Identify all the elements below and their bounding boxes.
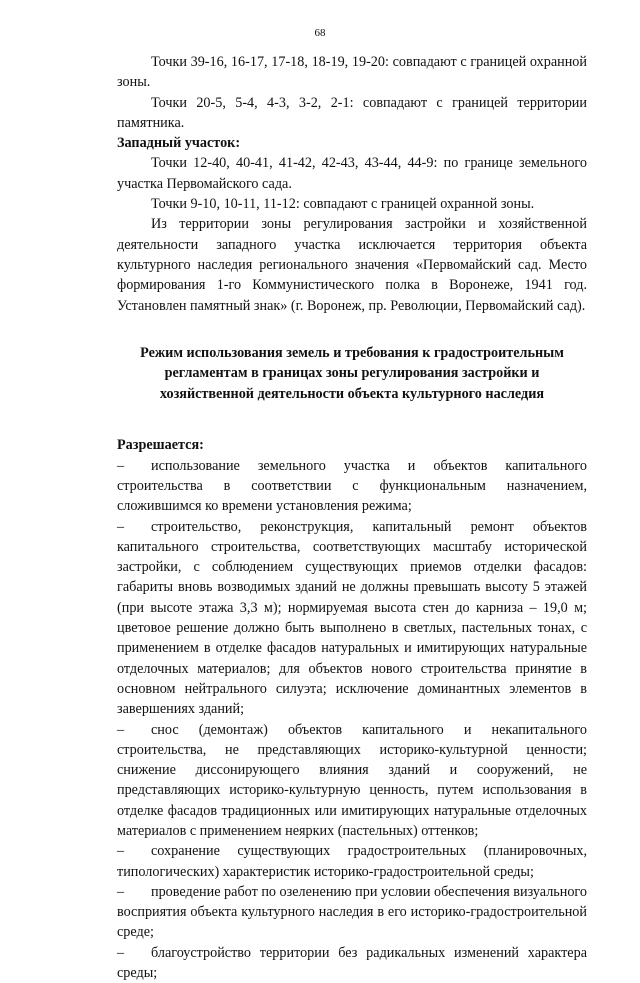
list-item-text: проведение работ по озеленению при условии обеспечения визуального восприятия объекта культурного наследия в его историко-градостроительной среде;: [117, 883, 587, 941]
paragraph-points-39-20: [117, 52, 587, 93]
list-item-text: использование земельного участка и объектов капитального строительства в соответствии с функциональным назначением, сложившимся ко времени установления режима;: [117, 457, 587, 515]
list-item: [117, 841, 587, 882]
list-item-text: сохранение существующих градостроительных (планировочных, типологических) характеристик историко-градостроительной среды;: [117, 843, 587, 880]
list-item: [117, 517, 587, 720]
paragraph-text: Точки 12-40, 40-41, 41-42, 42-43, 43-44, 44-9: по границе земельного участка Первомайского сада.: [117, 155, 587, 192]
section-title: Режим использования земель и требования к градостроительным регламентам в границах зоны регулирования застройки и хозяйственной деятельности объекта культурного наследия: [140, 344, 564, 402]
list-item: [117, 456, 587, 517]
paragraph-points-9-12: [117, 194, 587, 214]
list-item: [117, 720, 587, 842]
list-item: [117, 943, 587, 983]
dash-marker: –: [117, 944, 125, 961]
list-item-text: снос (демонтаж) объектов капитального и некапитального строительства, не представляющих историко-культурной ценности; снижение диссонирующего влияния зданий и сооружений, не представляющих историко-культурную ценность, путем использования в отделке фасадов традиционных или имитирующих натуральные отделочных материалов с применением неярких (пастельных) оттенков;: [117, 721, 587, 839]
list-item-text: строительство, реконструкция, капитальный ремонт объектов капитального строительства, соответствующих масштабу исторической застройки, с соблюдением существующих приемов отделки фасадов: габариты вновь возводимых зданий не должны превышать высоту 5 этажей (при высоте этажа 3,3 м); нормируемая высота стен до карниза – 19,0 м; цветовое решение должно быть выполнено в светлых, пастельных тонах, с применением в отделке фасадов натуральных и имитирующих натуральные отделочных материалов; для объектов нового строительства принятие в основном нейтрального силуэта; исключение доминантных элементов в завершениях зданий;: [117, 518, 587, 718]
dash-marker: –: [117, 843, 125, 860]
paragraph-points-20-1: [117, 93, 587, 134]
paragraph-text: Из территории зоны регулирования застройки и хозяйственной деятельности западного участка исключается территория объекта культурного наследия регионального значения «Первомайский сад. Место формирования 1-го Коммунистического полка в Воронеже, 1941 год. Установлен памятный знак» (г. Воронеж, пр. Революции, Первомайский сад).: [117, 216, 587, 314]
paragraph-text: Точки 20-5, 5-4, 4-3, 3-2, 2-1: совпадают с границей территории памятника.: [117, 94, 587, 131]
paragraph-points-12-9: [117, 153, 587, 194]
dash-marker: –: [117, 457, 125, 474]
western-section-heading: Западный участок:: [117, 135, 241, 152]
document-body: [117, 52, 587, 983]
paragraph-text: Точки 9-10, 10-11, 11-12: совпадают с границей охранной зоны.: [151, 196, 535, 213]
dash-marker: –: [117, 721, 125, 738]
dash-marker: –: [117, 518, 125, 535]
list-item-text: благоустройство территории без радикальных изменений характера среды;: [117, 944, 587, 982]
paragraph-exclusion: [117, 214, 587, 315]
paragraph-text: Точки 39-16, 16-17, 17-18, 18-19, 19-20: совпадают с границей охранной зоны.: [117, 54, 587, 91]
permitted-heading: Разрешается:: [117, 437, 204, 454]
list-item: [117, 882, 587, 943]
dash-marker: –: [117, 883, 125, 900]
page-number: 68: [314, 27, 326, 39]
